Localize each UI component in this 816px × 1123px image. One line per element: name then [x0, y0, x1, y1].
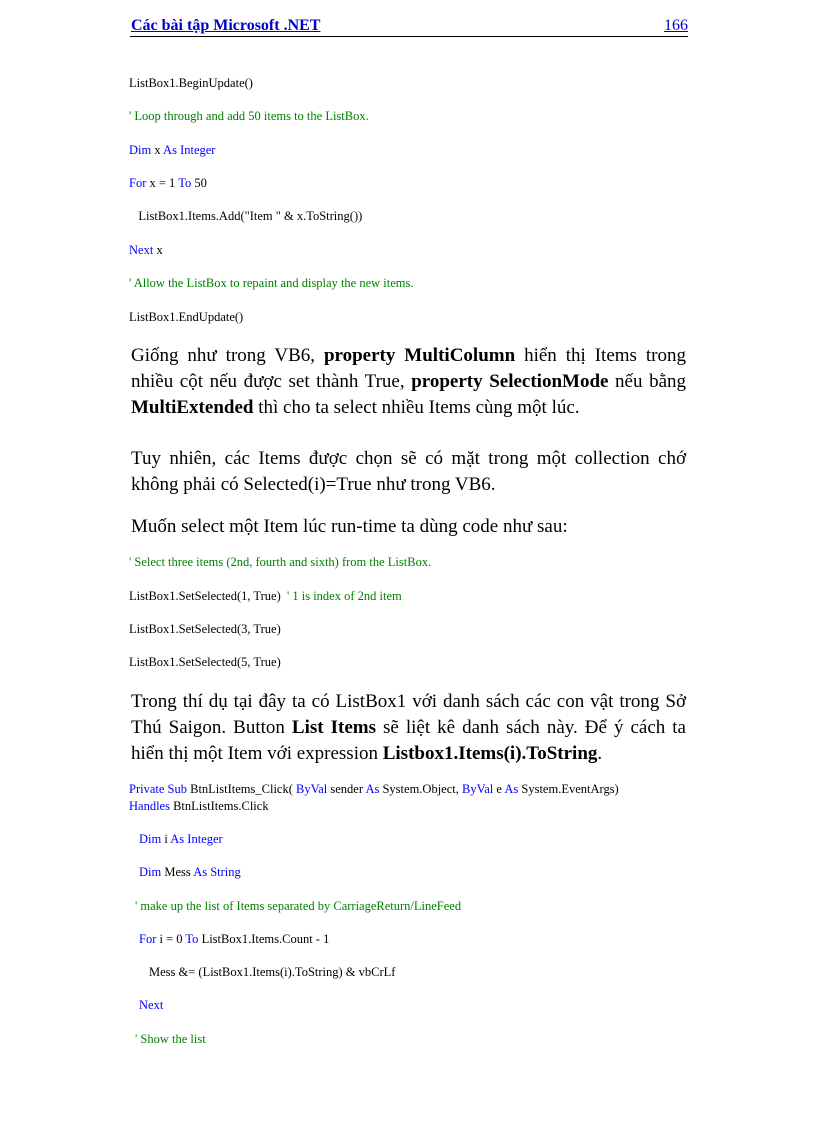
paragraph-runtime-select: Muốn select một Item lúc run-time ta dùng code như sau: — [131, 516, 568, 537]
code-line: Next — [139, 998, 164, 1012]
paragraph-selected-collection: Tuy nhiên, các Items được chọn sẽ có mặt trong một collection chớ không phải có Selected(i)=True như trong VB6. — [131, 448, 686, 495]
code-line: Mess &= (ListBox1.Items(i).ToString) & vbCrLf — [149, 965, 396, 979]
code-line: ListBox1.SetSelected(1, True) ' 1 is index of 2nd item — [129, 589, 402, 603]
code-comment-line: ' Loop through and add 50 items to the ListBox. — [129, 109, 369, 123]
code-line: ListBox1.EndUpdate() — [129, 310, 244, 324]
code-comment-line: ' make up the list of Items separated by CarriageReturn/LineFeed — [135, 899, 462, 913]
paragraph-example-zoo: Trong thí dụ tại đây ta có ListBox1 với danh sách các con vật trong Sở Thú Saigon. Button List Items sẽ liệt kê danh sách này. Để ý cách ta hiển thị một Item với expression Listbox1.Items(i).ToString. — [131, 691, 686, 764]
code-line: ListBox1.SetSelected(5, True) — [129, 655, 281, 669]
code-line: Next x — [129, 243, 163, 257]
code-line: ListBox1.Items.Add("Item " & x.ToString()) — [129, 209, 363, 223]
code-comment-line: ' Select three items (2nd, fourth and sixth) from the ListBox. — [129, 555, 432, 569]
code-line: Dim x As Integer — [129, 143, 216, 157]
code-line: Handles BtnListItems.Click — [129, 799, 269, 813]
code-comment-line: ' Show the list — [135, 1032, 206, 1046]
header-title: Các bài tập Microsoft .NET — [131, 17, 321, 34]
page-number: 166 — [664, 17, 688, 34]
code-line: ListBox1.SetSelected(3, True) — [129, 622, 281, 636]
page-header — [130, 14, 688, 37]
code-line: For x = 1 To 50 — [129, 176, 207, 190]
code-comment-line: ' Allow the ListBox to repaint and display the new items. — [129, 276, 414, 290]
code-line: Dim i As Integer — [139, 832, 223, 846]
paragraph-multicolumn: Giống như trong VB6, property MultiColumn hiển thị Items trong nhiều cột nếu được set thành True, property SelectionMode nếu bằng MultiExtended thì cho ta select nhiều Items cùng một lúc. — [131, 345, 686, 418]
code-line: ListBox1.BeginUpdate() — [129, 76, 253, 90]
code-line: Dim Mess As String — [139, 865, 241, 879]
code-line: Private Sub BtnListItems_Click( ByVal sender As System.Object, ByVal e As System.EventArgs) — [129, 782, 619, 796]
code-line: For i = 0 To ListBox1.Items.Count - 1 — [139, 932, 330, 946]
